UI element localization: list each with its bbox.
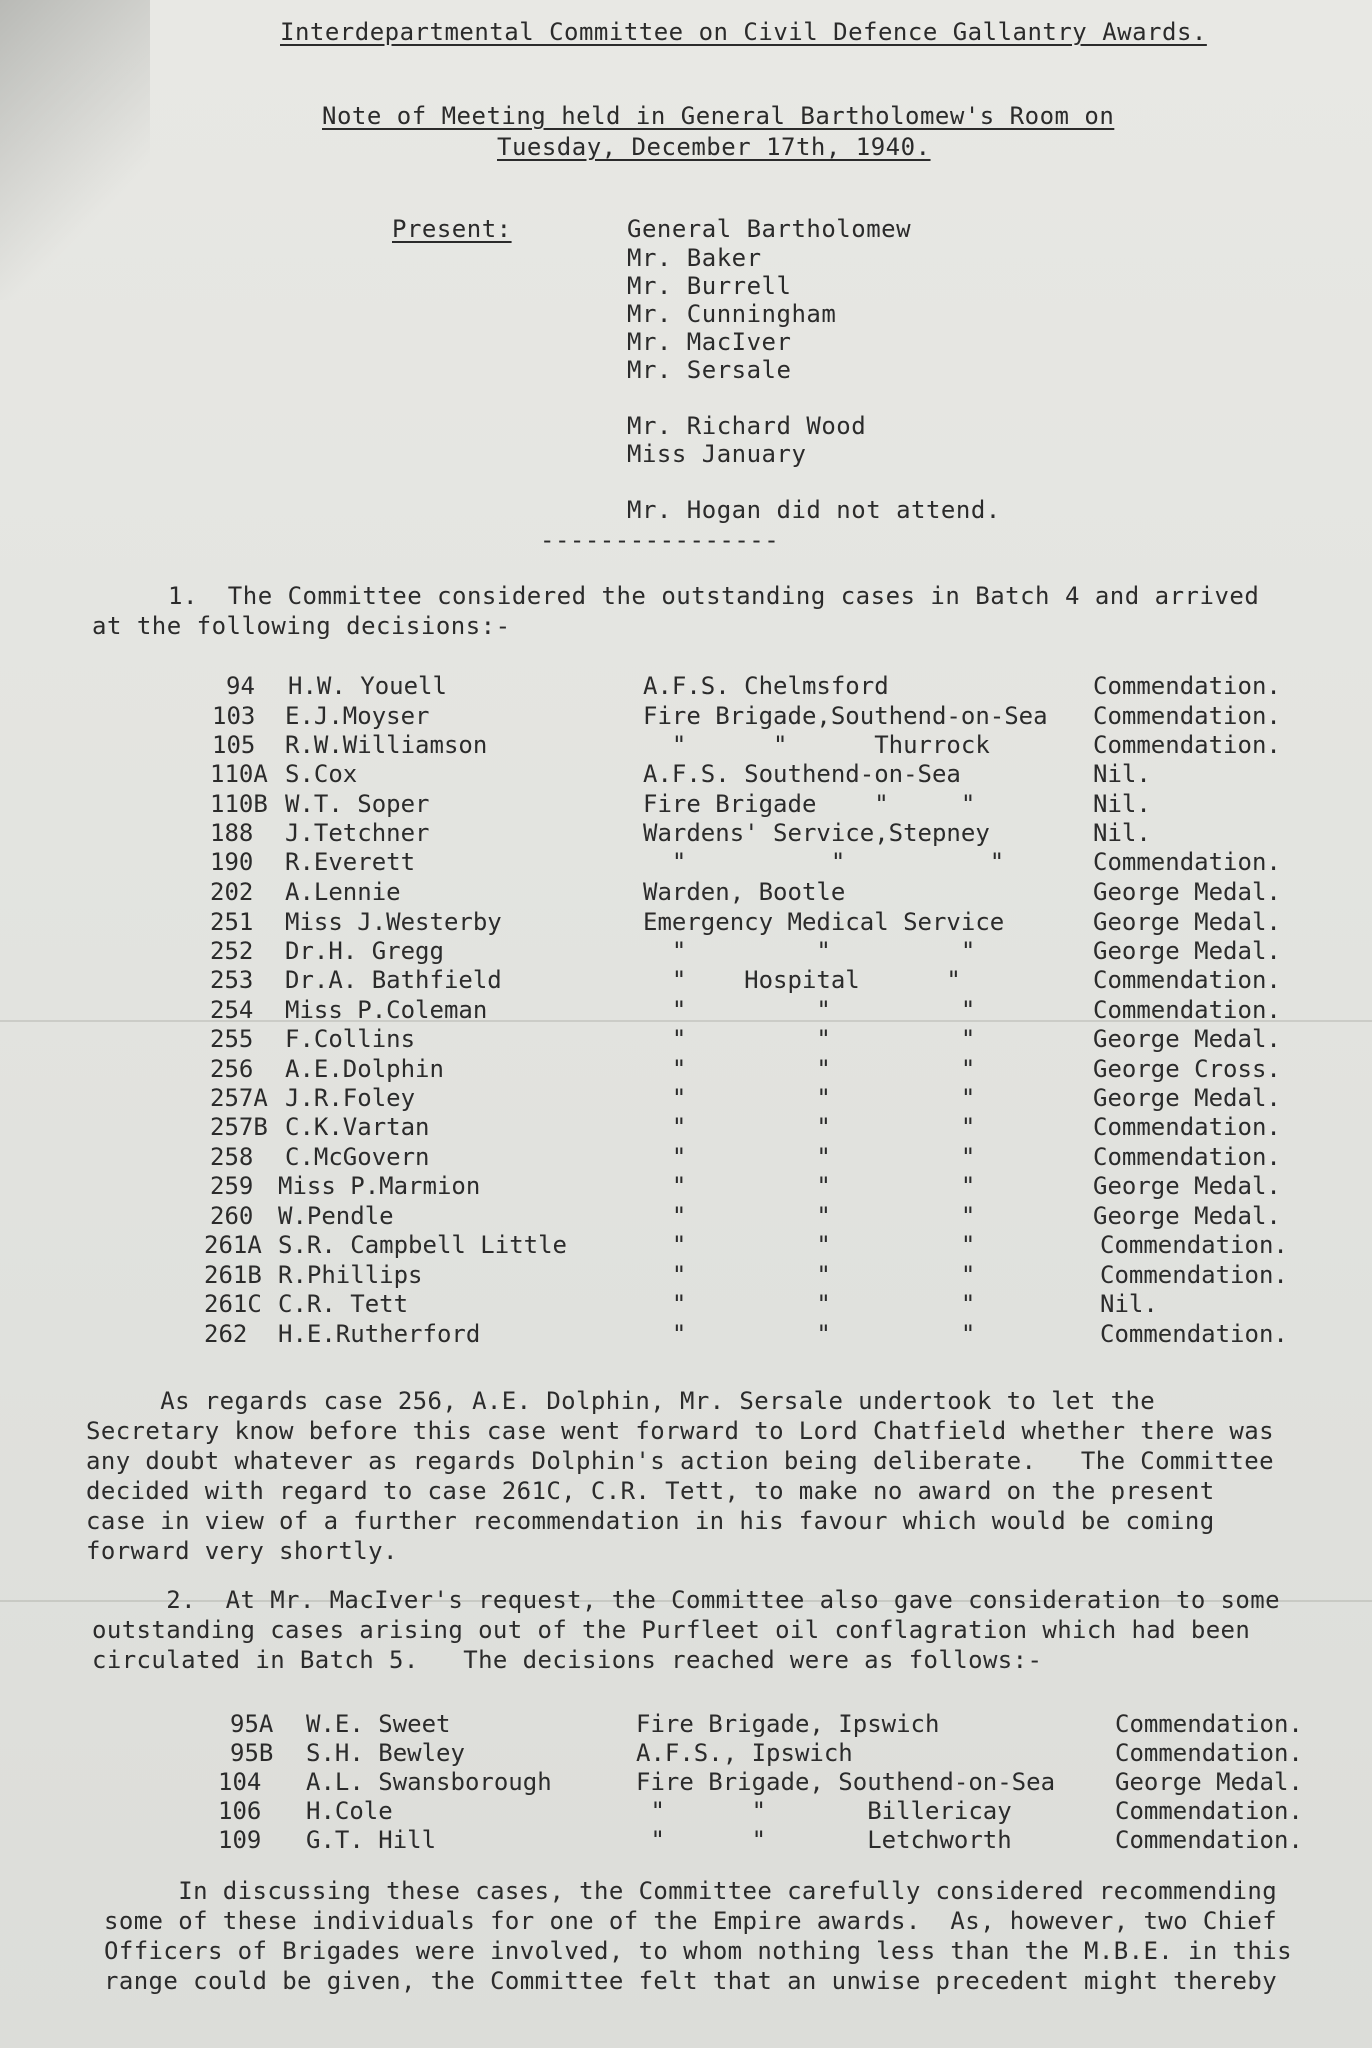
table-row [0, 790, 1372, 820]
paragraph-line: As regards case 256, A.E. Dolphin, Mr. Sersale undertook to let the [86, 1387, 1156, 1415]
attendee: Mr. Baker [627, 244, 762, 272]
case-number: 251 [210, 908, 254, 936]
paragraph-line: range could be given, the Committee felt that an unwise precedent might thereby [104, 1967, 1278, 1995]
table-row [0, 731, 1372, 761]
case-service: " " " [643, 1113, 976, 1141]
case-name: A.Lennie [285, 878, 401, 906]
paragraph-line: Secretary know before this case went forward to Lord Chatfield whether there was [86, 1417, 1274, 1445]
case-decision: George Medal. [1093, 878, 1281, 906]
case-decision: Commendation. [1093, 848, 1281, 876]
case-decision: Commendation. [1093, 702, 1281, 730]
section1-intro-line1: 1. The Committee considered the outstanding cases in Batch 4 and arrived [168, 582, 1260, 610]
case-name: Miss P.Coleman [285, 996, 488, 1024]
case-decision: Commendation. [1115, 1710, 1303, 1738]
table-row [0, 1025, 1372, 1055]
table-row [0, 760, 1372, 790]
case-service: " " Thurrock [643, 731, 990, 759]
case-service: " " " [643, 1055, 976, 1083]
case-number: 188 [210, 819, 254, 847]
table-row [0, 1231, 1372, 1261]
case-name: W.T. Soper [285, 790, 430, 818]
case-name: C.K.Vartan [285, 1113, 430, 1141]
case-decision: George Cross. [1093, 1055, 1281, 1083]
paragraph-line: outstanding cases arising out of the Purfleet oil conflagration which had been [92, 1616, 1251, 1644]
attendee: Miss January [627, 440, 807, 468]
case-name: C.R. Tett [278, 1290, 409, 1318]
paragraph-line: Officers of Brigades were involved, to whom nothing less than the M.B.E. in this [104, 1937, 1292, 1965]
case-number: 95A [230, 1710, 274, 1738]
case-service: A.F.S. Southend-on-Sea [643, 760, 961, 788]
case-number: 256 [210, 1055, 254, 1083]
case-service: A.F.S., Ipswich [636, 1739, 853, 1767]
case-name: R.W.Williamson [285, 731, 488, 759]
table-row [0, 996, 1372, 1026]
paragraph-line: decided with regard to case 261C, C.R. Tett, to make no award on the present [86, 1477, 1215, 1505]
case-decision: Commendation. [1093, 1113, 1281, 1141]
case-service: " " " [643, 996, 976, 1024]
case-service: Fire Brigade,Southend-on-Sea [643, 702, 1048, 730]
case-name: R.Phillips [278, 1261, 423, 1289]
case-service: Fire Brigade " " [643, 790, 976, 818]
attendee: Mr. Sersale [627, 356, 792, 384]
case-service: " " " [643, 1172, 976, 1200]
case-decision: Commendation. [1115, 1826, 1303, 1854]
case-service: " " " [643, 848, 1005, 876]
case-number: 261C [204, 1290, 262, 1318]
case-number: 94 [226, 672, 255, 700]
case-number: 106 [218, 1797, 262, 1825]
table-row [0, 1797, 1372, 1827]
table-row [0, 1055, 1372, 1085]
case-decision: Commendation. [1100, 1261, 1288, 1289]
case-decision: Nil. [1093, 760, 1151, 788]
table-row [0, 1143, 1372, 1173]
case-number: 252 [210, 937, 254, 965]
case-service: " " Billericay [636, 1797, 1012, 1825]
case-service: " " " [643, 1202, 976, 1230]
case-number: 253 [210, 966, 254, 994]
case-decision: George Medal. [1093, 1172, 1281, 1200]
case-decision: George Medal. [1093, 1084, 1281, 1112]
case-number: 109 [218, 1826, 262, 1854]
case-service: " " " [643, 1025, 976, 1053]
case-service: Fire Brigade, Ipswich [636, 1710, 940, 1738]
case-number: 105 [212, 731, 256, 759]
case-decision: Commendation. [1115, 1797, 1303, 1825]
table-row [0, 848, 1372, 878]
table-row [0, 1826, 1372, 1856]
case-name: W.Pendle [278, 1202, 394, 1230]
case-name: H.W. Youell [288, 672, 447, 700]
section-rule: ---------------- [540, 526, 780, 554]
case-number: 258 [210, 1143, 254, 1171]
meeting-note-line1: Note of Meeting held in General Bartholomew's Room on [322, 102, 1115, 130]
case-decision: George Medal. [1115, 1768, 1303, 1796]
case-name: Dr.H. Gregg [285, 937, 444, 965]
case-decision: Commendation. [1093, 731, 1281, 759]
case-number: 261A [204, 1231, 262, 1259]
table-row [0, 1113, 1372, 1143]
case-decision: George Medal. [1093, 1202, 1281, 1230]
case-name: S.H. Bewley [306, 1739, 465, 1767]
case-name: Miss P.Marmion [278, 1172, 481, 1200]
document-title: Interdepartmental Committee on Civil Defence Gallantry Awards. [280, 18, 1207, 46]
case-name: S.R. Campbell Little [278, 1231, 567, 1259]
table-row [0, 966, 1372, 996]
case-name: C.McGovern [285, 1143, 430, 1171]
case-service: " " " [643, 1261, 976, 1289]
present-label: Present: [392, 215, 512, 243]
case-decision: Commendation. [1115, 1739, 1303, 1767]
case-number: 202 [210, 878, 254, 906]
table-row [0, 1202, 1372, 1232]
paragraph-line: circulated in Batch 5. The decisions reached were as follows:- [92, 1646, 1043, 1674]
case-number: 262 [204, 1320, 248, 1348]
case-service: A.F.S. Chelmsford [643, 672, 889, 700]
table-row [0, 878, 1372, 908]
case-decision: Nil. [1093, 819, 1151, 847]
case-number: 259 [210, 1172, 254, 1200]
case-decision: Nil. [1093, 790, 1151, 818]
attendee: Mr. Cunningham [627, 300, 837, 328]
case-service: " " Letchworth [636, 1826, 1012, 1854]
case-number: 255 [210, 1025, 254, 1053]
paragraph-line: any doubt whatever as regards Dolphin's action being deliberate. The Committee [86, 1447, 1274, 1475]
paragraph-line: In discussing these cases, the Committee carefully considered recommending [104, 1877, 1278, 1905]
table-row [0, 1084, 1372, 1114]
case-name: E.J.Moyser [285, 702, 430, 730]
case-service: " " " [643, 1320, 976, 1348]
table-row [0, 908, 1372, 938]
case-service: Emergency Medical Service [643, 908, 1005, 936]
case-name: J.Tetchner [285, 819, 430, 847]
case-decision: Commendation. [1093, 672, 1281, 700]
table-row [0, 1710, 1372, 1740]
case-service: " " " [643, 1143, 976, 1171]
table-row [0, 702, 1372, 732]
case-decision: Nil. [1100, 1290, 1158, 1318]
case-service: " " " [643, 1231, 976, 1259]
case-service: Wardens' Service,Stepney [643, 819, 990, 847]
paragraph-line: case in view of a further recommendation in his favour which would be coming [86, 1507, 1215, 1535]
case-name: G.T. Hill [306, 1826, 437, 1854]
case-name: R.Everett [285, 848, 416, 876]
case-number: 104 [218, 1768, 262, 1796]
case-number: 110B [210, 790, 268, 818]
case-decision: George Medal. [1093, 1025, 1281, 1053]
case-name: Dr.A. Bathfield [285, 966, 502, 994]
case-name: J.R.Foley [285, 1084, 416, 1112]
case-number: 190 [210, 848, 254, 876]
case-service: " " " [643, 1084, 976, 1112]
case-name: A.E.Dolphin [285, 1055, 444, 1083]
paragraph-line: 2. At Mr. MacIver's request, the Committee also gave consideration to some [92, 1586, 1280, 1614]
paper-shadow [0, 0, 150, 300]
case-name: S.Cox [285, 760, 358, 788]
case-name: Miss J.Westerby [285, 908, 502, 936]
case-number: 110A [210, 760, 268, 788]
case-service: " " " [643, 937, 976, 965]
attendee: Mr. MacIver [627, 328, 792, 356]
case-number: 260 [210, 1202, 254, 1230]
case-name: H.E.Rutherford [278, 1320, 481, 1348]
paragraph-line: forward very shortly. [86, 1537, 398, 1565]
case-name: A.L. Swansborough [306, 1768, 552, 1796]
case-name: H.Cole [306, 1797, 393, 1825]
attendee: General Bartholomew [627, 215, 912, 243]
case-decision: Commendation. [1093, 996, 1281, 1024]
case-number: 103 [212, 702, 256, 730]
case-service: " Hospital " [643, 966, 961, 994]
case-service: Fire Brigade, Southend-on-Sea [636, 1768, 1056, 1796]
case-number: 261B [204, 1261, 262, 1289]
table-row [0, 672, 1372, 702]
case-decision: Commendation. [1093, 1143, 1281, 1171]
table-row [0, 1261, 1372, 1291]
table-row [0, 1768, 1372, 1798]
case-number: 95B [230, 1739, 274, 1767]
case-service: Warden, Bootle [643, 878, 846, 906]
case-decision: Commendation. [1093, 966, 1281, 994]
case-decision: Commendation. [1100, 1231, 1288, 1259]
case-service: " " " [643, 1290, 976, 1318]
case-name: W.E. Sweet [306, 1710, 451, 1738]
case-number: 254 [210, 996, 254, 1024]
case-name: F.Collins [285, 1025, 416, 1053]
section1-intro-line2: at the following decisions:- [92, 612, 511, 640]
meeting-note-line2: Tuesday, December 17th, 1940. [497, 133, 931, 161]
absent-note: Mr. Hogan did not attend. [627, 496, 1001, 524]
table-row [0, 937, 1372, 967]
paragraph-line: some of these individuals for one of the Empire awards. As, however, two Chief [104, 1907, 1278, 1935]
case-decision: George Medal. [1093, 908, 1281, 936]
table-row [0, 1290, 1372, 1320]
case-decision: Commendation. [1100, 1320, 1288, 1348]
attendee: Mr. Burrell [627, 272, 792, 300]
table-row [0, 819, 1372, 849]
case-number: 257B [210, 1113, 268, 1141]
table-row [0, 1739, 1372, 1769]
case-number: 257A [210, 1084, 268, 1112]
case-decision: George Medal. [1093, 937, 1281, 965]
table-row [0, 1172, 1372, 1202]
attendee: Mr. Richard Wood [627, 412, 867, 440]
table-row [0, 1320, 1372, 1350]
